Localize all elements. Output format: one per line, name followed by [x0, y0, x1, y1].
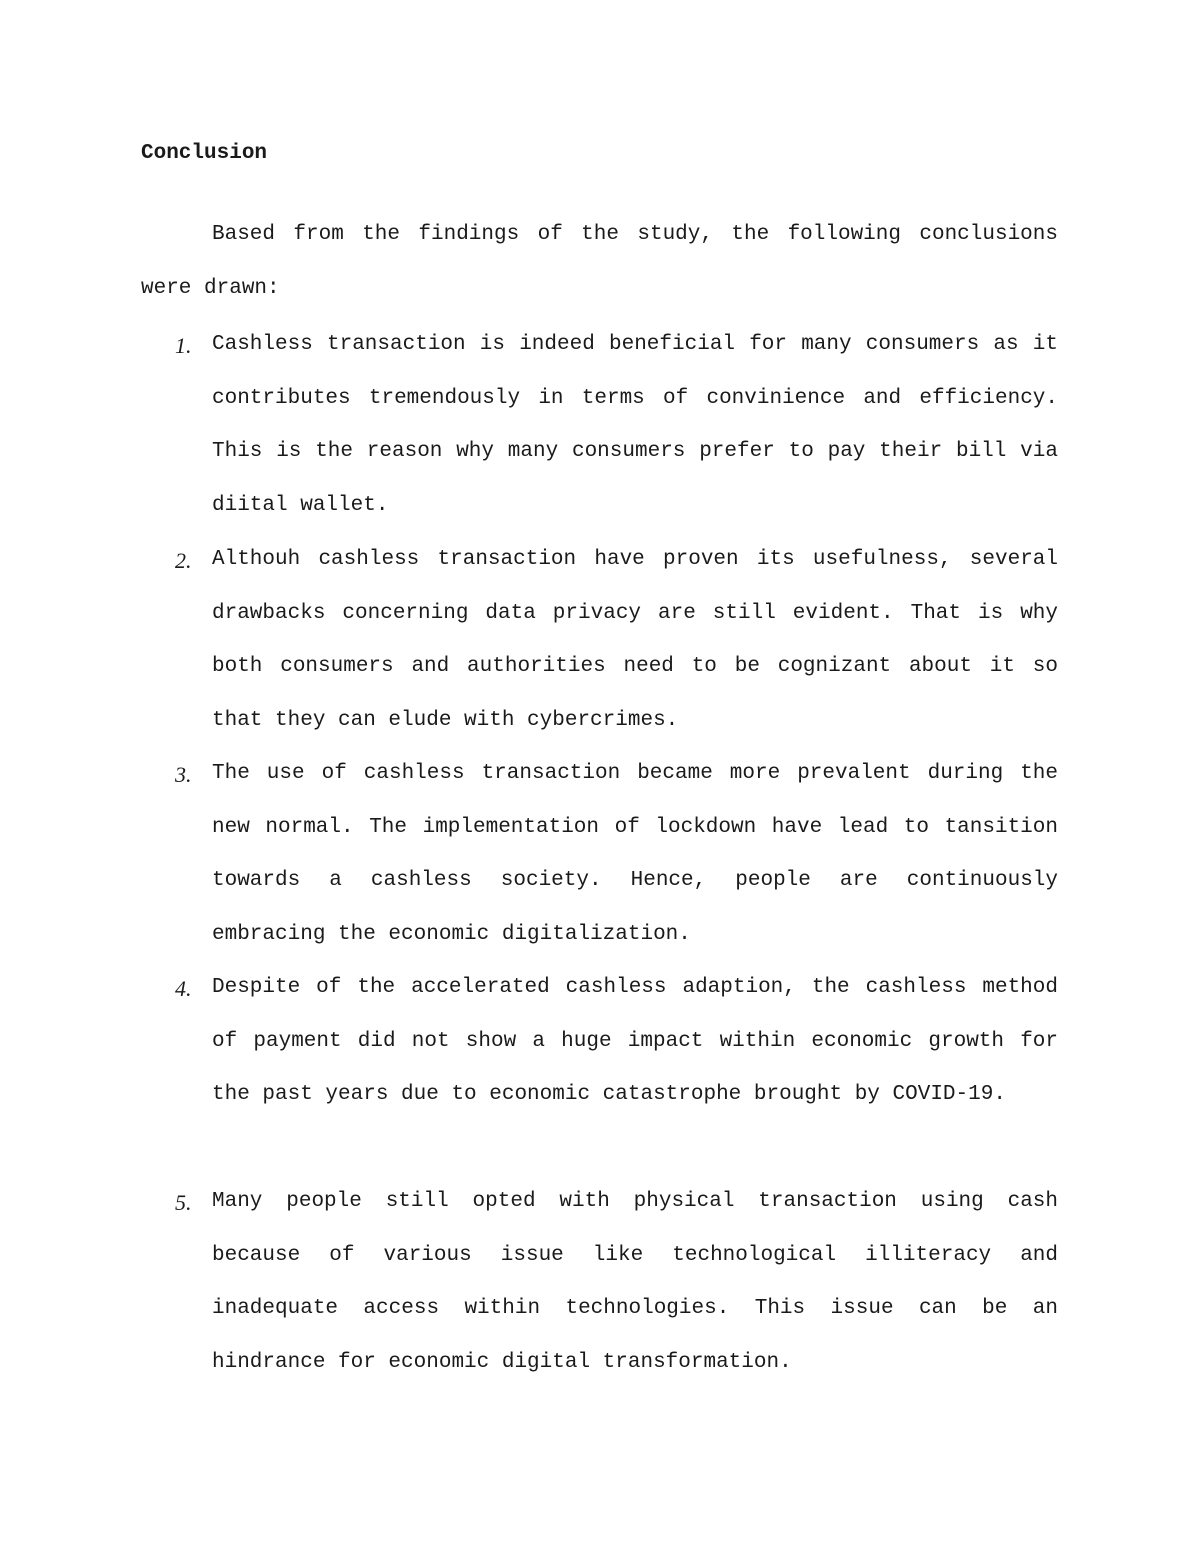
list-number: 5.: [175, 1190, 192, 1215]
intro-paragraph: Based from the findings of the study, the following conclusions were drawn:: [141, 223, 1058, 300]
conclusion-text: Many people still opted with physical transaction using cash because of various issue like technological illiteracy and inadequate access within technologies. This issue can be an hindrance for economic digital transformation.: [212, 1190, 1058, 1374]
list-number: 2.: [175, 548, 192, 573]
section-heading: Conclusion: [141, 142, 268, 165]
list-number: 1.: [175, 333, 192, 358]
conclusion-text: Cashless transaction is indeed beneficial for many consumers as it contributes tremendously in terms of convinience and efficiency. This is the reason why many consumers prefer to pay their bill via diital wallet.: [212, 333, 1058, 517]
list-number: 3.: [175, 762, 192, 787]
conclusion-text: The use of cashless transaction became more prevalent during the new normal. The implementation of lockdown have lead to tansition towards a cashless society. Hence, people are continuously embracing the economic digitalization.: [212, 762, 1058, 946]
conclusion-text: Despite of the accelerated cashless adaption, the cashless method of payment did not show a huge impact within economic growth for the past years due to economic catastrophe brought by COVID-19.: [212, 976, 1058, 1106]
list-number: 4.: [175, 976, 192, 1001]
conclusion-text: Althouh cashless transaction have proven its usefulness, several drawbacks concerning data privacy are still evident. That is why both consumers and authorities need to be cognizant about it so that they can elude with cybercrimes.: [212, 548, 1058, 732]
